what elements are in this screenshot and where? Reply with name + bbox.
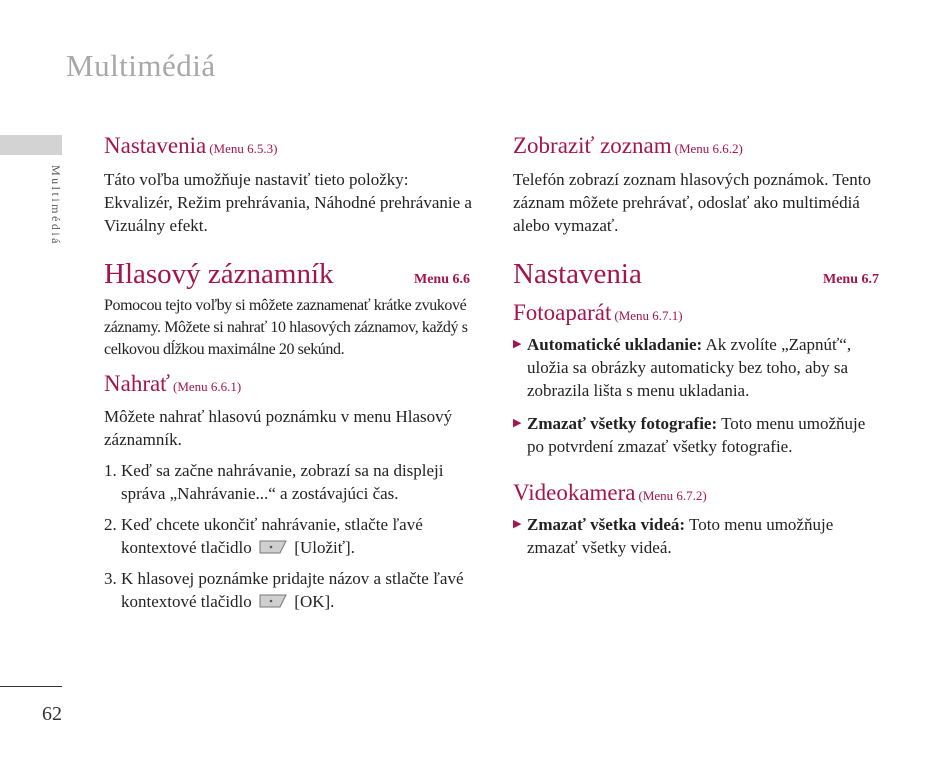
bullet-label: Automatické ukladanie: [527, 335, 703, 354]
menu-reference: (Menu 6.5.3) [209, 141, 278, 156]
section-title-text: Fotoaparát [513, 300, 612, 325]
hlasovy-body: Pomocou tejto voľby si môžete zaznamenať krátke zvukové záznamy. Môžete si nahrať 10 hlasových záznamov, každý s celkovou dĺžkou maximálne 20 sekúnd. [104, 297, 468, 358]
nastavenia-body: Táto voľba umožňuje nastaviť tieto položky: Ekvalizér, Režim prehrávania, Náhodné prehrávanie a Vizuálny efekt. [104, 170, 472, 235]
section-title-text: Videokamera [513, 480, 636, 505]
triangle-right-icon: ▶ [513, 338, 522, 350]
section-title-hlasovy-zaznamnik [104, 256, 476, 292]
step-3-action: [OK]. [294, 592, 335, 611]
bullet-text [527, 513, 885, 559]
bullet-zmazat-fotografie [513, 412, 885, 458]
triangle-right-icon: ▶ [513, 417, 522, 429]
menu-reference: (Menu 6.6.2) [674, 141, 743, 156]
menu-reference: (Menu 6.7.1) [614, 308, 683, 323]
section-title-text: Nastavenia [104, 133, 207, 158]
section-title-nastavenia-kamera [513, 256, 885, 292]
bullet-label: Zmazať všetky fotografie: [527, 414, 718, 433]
section-title-fotoaparat [513, 298, 885, 331]
footer-rule [0, 686, 62, 687]
chapter-title: Multimédiá [66, 48, 216, 83]
section-title-nastavenia [104, 131, 476, 164]
left-softkey-icon [258, 539, 288, 555]
section-title-videokamera [513, 478, 885, 511]
section-title-text: Zobraziť zoznam [513, 133, 672, 158]
menu-reference: Menu 6.6 [414, 272, 470, 287]
step-3 [104, 567, 476, 613]
bullet-description: Toto menu umožňuje po potvrdení zmazať všetky fotografie. [527, 414, 866, 456]
section-title-text: Nahrať [104, 371, 171, 396]
page-number: 62 [42, 703, 62, 725]
step-1: 1. Keď sa začne nahrávanie, zobrazí sa na displeji správa „Nahrávanie...“ a zostávajúci čas. [104, 461, 444, 503]
bullet-description: Toto menu umožňuje zmazať všetky videá. [527, 515, 834, 557]
bullet-text [527, 333, 885, 402]
nahrat-intro: Môžete nahrať hlasovú poznámku v menu Hlasový záznamník. [104, 407, 453, 449]
bullet-label: Zmazať všetka videá: [527, 515, 686, 534]
right-column [513, 131, 885, 559]
menu-reference: (Menu 6.6.1) [173, 379, 242, 394]
step-3-text: 3. K hlasovej poznámke pridajte názov a stlačte ľavé kontextové tlačidlo [104, 569, 464, 611]
menu-reference: (Menu 6.7.2) [638, 488, 707, 503]
bullet-text [527, 412, 885, 458]
step-2-action: [Uložiť]. [294, 538, 355, 557]
section-title-nahrat [104, 369, 476, 402]
bullet-automaticke-ukladanie [513, 333, 885, 402]
menu-reference: Menu 6.7 [823, 272, 879, 287]
step-2 [104, 513, 476, 559]
section-title-zobrazit-zoznam [513, 131, 885, 164]
left-softkey-icon [258, 593, 288, 609]
section-title-text: Hlasový záznamník [104, 258, 334, 290]
side-chapter-label: Multimédiá [49, 165, 63, 246]
step-2-text: 2. Keď chcete ukončiť nahrávanie, stlačte ľavé kontextové tlačidlo [104, 515, 423, 557]
section-title-text: Nastavenia [513, 258, 642, 290]
bullet-zmazat-videa [513, 513, 885, 559]
triangle-right-icon: ▶ [513, 518, 522, 530]
zobrazit-body: Telefón zobrazí zoznam hlasových poznámok. Tento záznam môžete prehrávať, odoslať ako multimédiá alebo vymazať. [513, 170, 871, 235]
bullet-description: Ak zvolíte „Zapnúť“, uložia sa obrázky automaticky bez toho, aby sa zobrazila lišta s menu ukladania. [527, 335, 852, 400]
side-tab-bar [0, 135, 62, 155]
left-column [104, 131, 476, 613]
